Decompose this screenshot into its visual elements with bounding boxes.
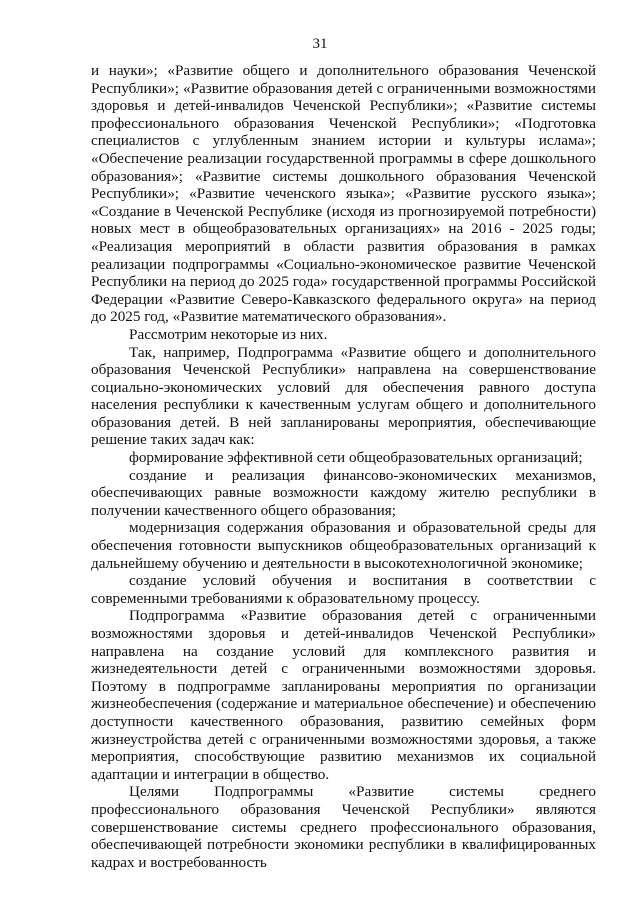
paragraph: модернизация содержания образования и образовательной среды для обеспечения готовности выпускников общеобразовательных организаций к дальнейшему обучению и деятельности в высокотехнологичной экономике; — [91, 519, 596, 572]
paragraph: Целями Подпрограммы «Развитие системы среднего профессионального образования Чеченской Республики» являются совершенствование системы среднего профессионального образования, обеспечивающей потребности экономики республики в квалифицированных кадрах и востребованность — [91, 783, 596, 871]
paragraph: Подпрограмма «Развитие образования детей с ограниченными возможностями здоровья и детей-инвалидов Чеченской Республики» направлена на создание условий для комплексного развития и жизнедеятельности детей с ограниченными возможностями здоровья. Поэтому в подпрограмме запланированы мероприятия по организации жизнеобеспечения (содержание и материальное обеспечение) и обеспечению доступности качественного образования, развитию семейных форм жизнеустройства детей с ограниченными возможностями здоровья, а также мероприятия, способствующие развитию механизмов их социальной адаптации и интеграции в общество. — [91, 607, 596, 783]
paragraph: создание и реализация финансово-экономических механизмов, обеспечивающих равные возможности каждому жителю республики в получении качественного общего образования; — [91, 466, 596, 519]
document-body — [91, 62, 596, 871]
page-number: 31 — [312, 36, 328, 52]
paragraph: формирование эффективной сети общеобразовательных организаций; — [129, 449, 583, 467]
paragraph: Так, например, Подпрограмма «Развитие общего и дополнительного образования Чеченской Республики» направлена на совершенствование социально-экономических условий для обеспечения равного доступа населения республики к качественным услугам общего и дополнительного образования детей. В ней запланированы мероприятия, обеспечивающие решение таких задач как: — [91, 343, 596, 449]
paragraph: и науки»; «Развитие общего и дополнительного образования Чеченской Республики»; «Развитие образования детей с ограниченными возможностями здоровья и детей-инвалидов Чеченской Республики»; «Развитие системы профессионального образования Чеченской Республики»; «Подготовка специалистов с углубленным знанием истории и культуры ислама»; «Обеспечение реализации государственной программы в сфере дошкольного образования»; «Развитие системы дошкольного образования Чеченской Республики»; «Развитие чеченского языка»; «Развитие русского языка»; «Создание в Чеченской Республике (исходя из прогнозируемой потребности) новых мест в общеобразовательных организациях» на 2016 - 2025 годы; «Реализация мероприятий в области развития образования в рамках реализации подпрограммы «Социально-экономическое развитие Чеченской Республики на период до 2025 года» государственной программы Российской Федерации «Развитие Северо-Кавказского федерального округа» на период до 2025 год, «Развитие математического образования». — [91, 62, 596, 326]
paragraph: Рассмотрим некоторые из них. — [129, 325, 328, 343]
paragraph: создание условий обучения и воспитания в соответствии с современными требованиями к образовательному процессу. — [91, 572, 596, 607]
